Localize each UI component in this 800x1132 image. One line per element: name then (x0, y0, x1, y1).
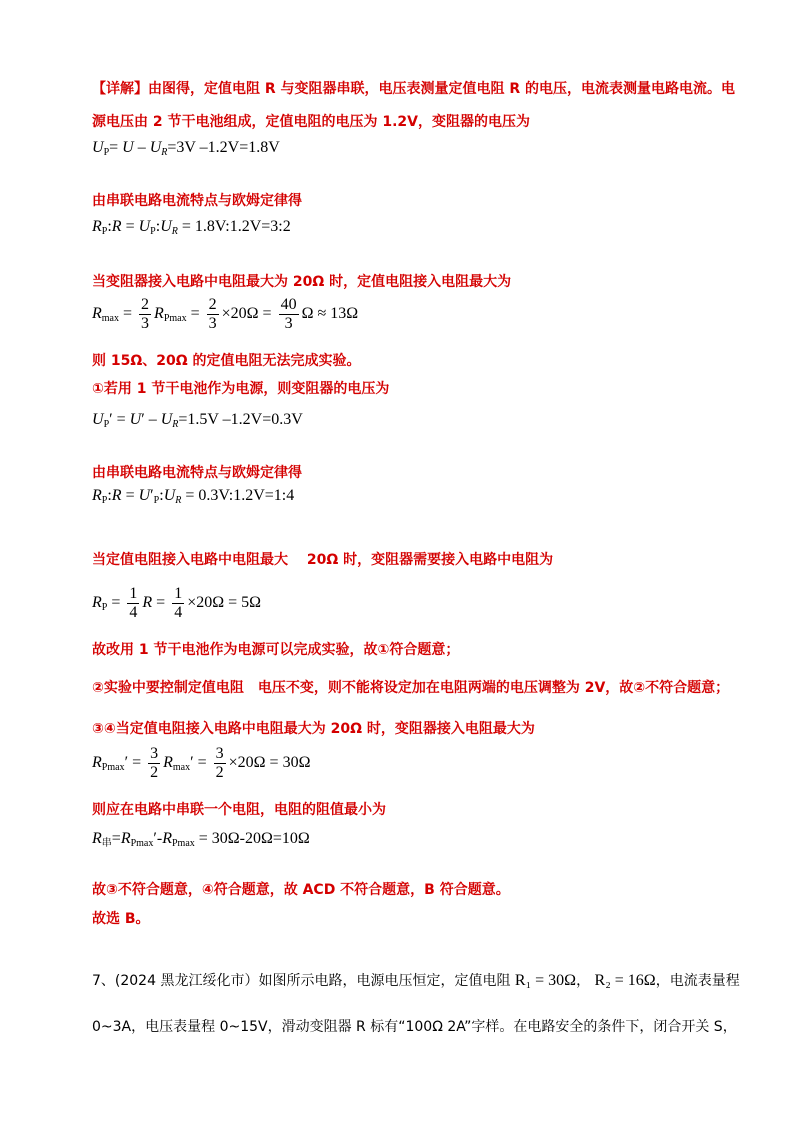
equation-8: $R_串=R_{Pmax}'-R_{Pmax} = 30\Omega-20\Omega=10\Omega$ (92, 830, 310, 849)
r1-value: R₁ = 30Ω (514, 972, 577, 989)
final-choice: 故选 B。 (92, 911, 150, 927)
option-1-result: 故改用 1 节干电池作为电源可以完成实验，故①符合题意； (92, 642, 460, 658)
equation-2: $R_P:R$ = $U_P:U_R$ = 1.8V:1.2V=3:2 (92, 218, 291, 237)
option-2-text: ②实验中要控制定值电阻 电压不变，则不能将设定加在电阻两端的电压调整为 2V，故②不符合题意； (92, 680, 730, 696)
option-3-4-text: ③④当定值电阻接入电路中电阻最大为 20Ω 时，变阻器接入电阻最大为 (92, 721, 535, 737)
equation-4: $U_P' = U' - U_R=1.5V$ –1.2V=0.3V (92, 411, 303, 430)
question-7-line-2: 0~3A，电压表量程 0~15V，滑动变阻器 R 标有“100Ω 2A”字样。在电路安全的条件下，闭合开关 S， (92, 1019, 737, 1035)
r2-value: R₂ = 16Ω (594, 972, 656, 989)
equation-5: $R_P:R$ = $U'_P:U_R$ = 0.3V:1.2V=1:4 (92, 487, 295, 506)
question-7-line-1: 7、(2024 黑龙江绥化市）如图所示电路，电源电压恒定，定值电阻 R₁ = 30Ω， R₂ = 16Ω，电流表量程 (92, 972, 740, 989)
equation-3: $R_{max}$ = $\frac{2}{3}$ $R_{Pmax}$ = $\frac{2}{3}$ ×20Ω = $\frac{40}{3}$ Ω ≈ 13Ω (92, 296, 359, 332)
series-resistor-text: 则应在电路中串联一个电阻，电阻的阻值最小为 (92, 802, 386, 818)
series-law-text-2: 由串联电路电流特点与欧姆定律得 (92, 465, 302, 481)
equation-1: $U_P= U - U_R=3V$ –1.2V=1.8V (92, 139, 280, 158)
series-law-text-1: 由串联电路电流特点与欧姆定律得 (92, 193, 302, 209)
final-judgement: 故③不符合题意，④符合题意，故 ACD 不符合题意，B 符合题意。 (92, 882, 510, 898)
max-case-text-1: 当变阻器接入电路中电阻最大为 20Ω 时，定值电阻接入电阻最大为 (92, 274, 512, 290)
solution-intro-line-1: 【详解】由图得，定值电阻 R 与变阻器串联，电压表测量定值电阻 R 的电压，电流表测量电路电流。电 (92, 81, 736, 97)
equation-7: $R_{Pmax}'$ = $\frac{3}{2}$ $R_{max}'$ = $\frac{3}{2}$ ×20Ω = 30Ω (92, 745, 311, 781)
option-1-text: ①若用 1 节干电池作为电源，则变阻器的电压为 (92, 381, 390, 397)
conclusion-text: 则 15Ω、20Ω 的定值电阻无法完成实验。 (92, 353, 361, 369)
max-case-text-2: 当定值电阻接入电路中电阻最大 20Ω 时，变阻器需要接入电路中电阻为 (92, 552, 554, 568)
equation-6: $R_P$ = $\frac{1}{4}$ R = $\frac{1}{4}$ ×20Ω = 5Ω (92, 585, 262, 621)
solution-intro-line-2: 源电压由 2 节干电池组成，定值电阻的电压为 1.2V，变阻器的电压为 (92, 114, 530, 130)
